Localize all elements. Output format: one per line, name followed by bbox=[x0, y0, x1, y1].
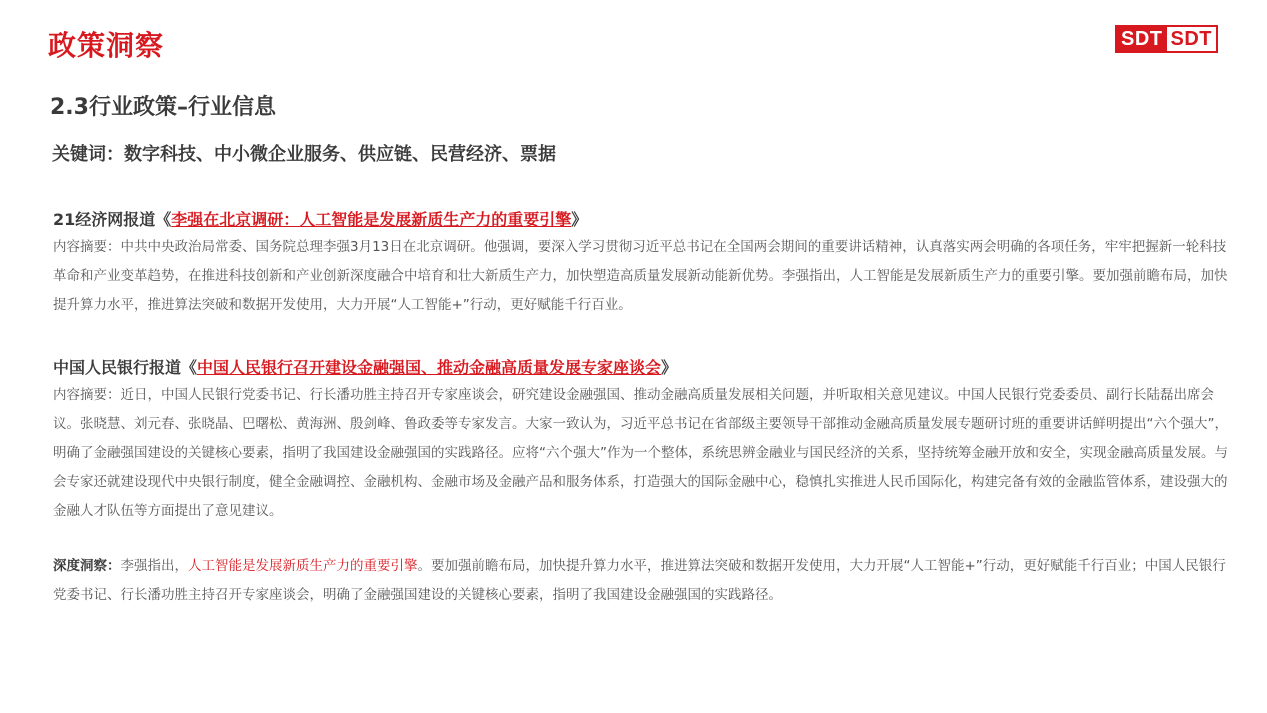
news-source-2: 中国人民银行报道《 bbox=[53, 358, 198, 377]
news-source-close-1: 》 bbox=[571, 210, 588, 229]
news-title-1 bbox=[53, 207, 587, 230]
news-link-1[interactable]: 李强在北京调研：人工智能是发展新质生产力的重要引擎 bbox=[171, 210, 572, 229]
keywords: 关键词：数字科技、中小微企业服务、供应链、民营经济、票据 bbox=[52, 144, 556, 165]
page-title: 政策洞察 bbox=[48, 29, 165, 62]
deep-insight bbox=[53, 552, 1228, 610]
news-link-2[interactable]: 中国人民银行召开建设金融强国、推动金融高质量发展专家座谈会 bbox=[197, 358, 662, 377]
news-summary-2: 内容摘要：近日，中国人民银行党委书记、行长潘功胜主持召开专家座谈会，研究建设金融强国、推动金融高质量发展相关问题，并听取相关意见建议。中国人民银行党委委员、副行长陆磊出席会议。张晓慧、刘元春、张晓晶、巴曙松、黄海洲、殷剑峰、鲁政委等专家发言。大家一致认为，习近平总书记在省部级主要领导干部推动金融高质量发展专题研讨班的重要讲话鲜明提出“六个强大”，明确了金融强国建设的关键核心要素，指明了我国建设金融强国的实践路径。应将“六个强大”作为一个整体，系统思辨金融业与国民经济的关系，坚持统筹金融开放和安全，实现金融高质量发展。与会专家还就建设现代中央银行制度，健全金融调控、金融机构、金融市场及金融产品和服务体系，打造强大的国际金融中心，稳慎扎实推进人民币国际化，构建完备有效的金融监管体系，建设强大的金融人才队伍等方面提出了意见建议。 bbox=[53, 387, 1228, 519]
news-title-2 bbox=[53, 355, 677, 378]
section-heading: 2.3行业政策–行业信息 bbox=[50, 95, 276, 120]
news-summary-1: 内容摘要：中共中央政治局常委、国务院总理李强3月13日在北京调研。他强调，要深入学习贯彻习近平总书记在全国两会期间的重要讲话精神，认真落实两会明确的各项任务，牢牢把握新一轮科技革命和产业变革趋势，在推进科技创新和产业创新深度融合中培育和壮大新质生产力，加快塑造高质量发展新动能新优势。李强指出，人工智能是发展新质生产力的重要引擎。要加强前瞻布局，加快提升算力水平，推进算法突破和数据开发使用，大力开展“人工智能+”行动，更好赋能千行百业。 bbox=[53, 239, 1228, 313]
insight-highlight: 人工智能是发展新质生产力的重要引擎 bbox=[188, 558, 418, 574]
insight-lead: 李强指出， bbox=[120, 558, 188, 574]
news-source-1: 21经济网报道《 bbox=[53, 210, 172, 229]
insight-rest: 。要加强前瞻布局，加快提升算力水平，推进算法突破和数据开发使用，大力开展“人工智能+”行动，更好赋能千行百业；中国人民银行党委书记、行长潘功胜主持召开专家座谈会，明确了金融强国建设的关键核心要素，指明了我国建设金融强国的实践路径。 bbox=[53, 558, 1226, 603]
news-source-close-2: 》 bbox=[661, 358, 678, 377]
insight-label: 深度洞察： bbox=[53, 558, 121, 574]
sdt-logo bbox=[1115, 25, 1218, 53]
logo-right: SDT bbox=[1167, 27, 1217, 51]
logo-left: SDT bbox=[1117, 27, 1167, 51]
